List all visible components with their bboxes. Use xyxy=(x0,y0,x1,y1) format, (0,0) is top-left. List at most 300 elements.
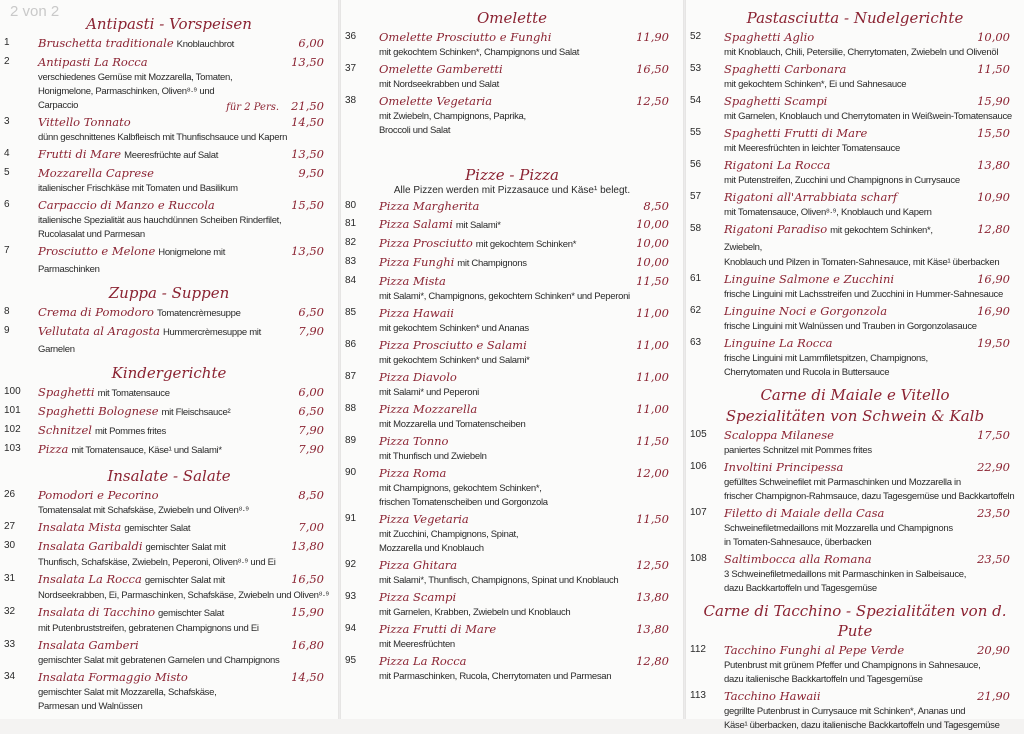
item-price: 15,50 xyxy=(291,198,324,212)
item-number: 57 xyxy=(690,191,702,202)
item-description: mit Zwiebeln, Champignons, Paprika, xyxy=(379,111,526,122)
item-price: 10,00 xyxy=(636,255,669,269)
item-name: Crema di Pomodoro xyxy=(38,305,154,319)
item-title-line xyxy=(724,29,1020,46)
item-price: 13,80 xyxy=(977,158,1010,172)
menu-item xyxy=(341,433,683,464)
item-name: Involtini Principessa xyxy=(724,460,844,474)
item-number: 56 xyxy=(690,159,702,170)
menu-item xyxy=(0,35,338,53)
item-name: Scaloppa Milanese xyxy=(724,428,834,442)
item-name: Pizza Hawaii xyxy=(379,306,454,320)
item-description: Käse¹ überbacken, dazu italienische Backkartoffeln und Tagesgemüse xyxy=(724,720,1000,731)
item-inline-description: gemischter Salat xyxy=(124,523,191,534)
item-description: mit gekochtem Schinken* und Ananas xyxy=(379,323,529,334)
item-name: Pizza Frutti di Mare xyxy=(379,622,497,636)
item-name: Insalata di Tacchino xyxy=(38,605,155,619)
menu-item xyxy=(0,243,338,278)
menu-section xyxy=(0,14,338,279)
item-price: 15,90 xyxy=(977,94,1010,108)
item-number: 32 xyxy=(4,606,16,617)
item-title-line xyxy=(38,35,334,53)
item-title-line xyxy=(379,216,679,234)
section-title: Pizze - Pizza xyxy=(465,166,559,184)
item-title-line xyxy=(38,197,334,214)
item-price: 16,80 xyxy=(291,638,324,652)
item-title-line xyxy=(379,511,679,528)
item-description: Nordseekrabben, Ei, Parmaschinken, Schafskäse, Zwiebeln und Oliven⁸·⁹ xyxy=(38,590,330,601)
menu-section xyxy=(0,283,338,359)
item-description: frischen Tomatenscheiben und Gorgonzola xyxy=(379,497,548,508)
item-number: 1 xyxy=(4,37,10,48)
item-description: mit Meeresfrüchten in leichter Tomatensauce xyxy=(724,143,900,154)
item-name: Spaghetti Scampi xyxy=(724,94,828,108)
menu-item xyxy=(0,165,338,196)
item-description: italienischer Frischkäse mit Tomaten und Basilikum xyxy=(38,183,238,194)
item-description: Rucolasalat und Parmesan xyxy=(38,229,145,240)
item-number: 108 xyxy=(690,553,707,564)
menu-item xyxy=(686,459,1024,504)
item-price: 7,90 xyxy=(298,324,324,338)
item-title-line xyxy=(724,157,1020,174)
item-description: Tomatensalat mit Schafskäse, Zwiebeln und Oliven⁸·⁹ xyxy=(38,505,249,516)
item-description: Putenbrust mit grünem Pfeffer und Champignons in Sahnesauce, xyxy=(724,660,981,671)
item-number: 54 xyxy=(690,95,702,106)
item-title-line xyxy=(379,621,679,638)
item-title-line xyxy=(38,519,334,537)
item-description: mit Zucchini, Champignons, Spinat, xyxy=(379,529,519,540)
item-name: Pizza xyxy=(38,442,69,456)
item-number: 33 xyxy=(4,639,16,650)
item-title-line xyxy=(38,487,334,504)
menu-item xyxy=(686,93,1024,124)
menu-item xyxy=(0,146,338,164)
item-description: frischer Champignon-Rahmsauce, dazu Tagesgemüse und Backkartoffeln xyxy=(724,491,1015,502)
item-description: mit gekochtem Schinken* und Salami* xyxy=(379,355,530,366)
item-name: Spaghetti Carbonara xyxy=(724,62,847,76)
item-number: 26 xyxy=(4,489,16,500)
item-description: Honigmelone, Parmaschinken, Oliven⁸·⁹ und Carpaccio xyxy=(38,86,215,111)
item-inline-description: mit Salami* xyxy=(455,220,501,231)
item-price: 13,80 xyxy=(636,590,669,604)
item-title-line xyxy=(379,61,679,78)
item-number: 63 xyxy=(690,337,702,348)
item-number: 55 xyxy=(690,127,702,138)
item-price: 21,90 xyxy=(977,689,1010,703)
item-price: 11,90 xyxy=(636,30,669,44)
page-label: 2 von 2 xyxy=(10,3,60,20)
menu-item xyxy=(341,61,683,92)
item-number: 9 xyxy=(4,325,10,336)
section-subtitle: Spezialitäten von Schwein & Kalb xyxy=(725,407,985,425)
item-name: Omelette Prosciutto e Funghi xyxy=(379,30,552,44)
item-name: Pizza Mozzarella xyxy=(379,402,478,416)
menu-item xyxy=(341,198,683,215)
item-number: 37 xyxy=(345,63,357,74)
item-description: gemischter Salat mit Mozzarella, Schafskäse, xyxy=(38,687,217,698)
menu-item xyxy=(0,197,338,242)
item-price: 16,50 xyxy=(636,62,669,76)
menu-item xyxy=(341,337,683,368)
item-title-line xyxy=(379,465,679,482)
section-title: Zuppa - Suppen xyxy=(108,284,230,302)
item-price: 12,50 xyxy=(636,94,669,108)
item-number: 88 xyxy=(345,403,357,414)
menu-item xyxy=(341,557,683,588)
menu-item xyxy=(341,653,683,684)
menu-item xyxy=(0,538,338,570)
section-title: Carne di Tacchino - Spezialitäten von d. Pute xyxy=(703,602,1007,640)
menu-item xyxy=(686,221,1024,270)
item-number: 86 xyxy=(345,339,357,350)
item-number: 112 xyxy=(690,644,706,655)
section-title: Insalate - Salate xyxy=(107,467,231,485)
item-number: 27 xyxy=(4,521,16,532)
item-name: Insalata Gamberi xyxy=(38,638,139,652)
item-price: 16,90 xyxy=(977,304,1010,318)
item-description: mit Parmaschinken, Rucola, Cherrytomaten und Parmesan xyxy=(379,671,612,682)
item-name: Linguine Noci e Gorgonzola xyxy=(724,304,888,318)
item-title-line xyxy=(379,305,679,322)
item-name: Spaghetti Bolognese xyxy=(38,404,159,418)
item-name: Pizza Prosciutto e Salami xyxy=(379,338,527,352)
item-title-line xyxy=(38,422,334,440)
menu-section xyxy=(0,363,338,460)
item-description: in Tomaten-Sahnesauce, überbacken xyxy=(724,537,872,548)
item-description: verschiedenes Gemüse mit Mozzarella, Tomaten, xyxy=(38,72,233,83)
item-inline-description: Hummercrèmesuppe mit Garnelen xyxy=(38,327,261,355)
item-name: Pizza La Rocca xyxy=(379,654,467,668)
item-description: mit Salami* und Peperoni xyxy=(379,387,479,398)
item-price: 10,90 xyxy=(977,190,1010,204)
item-price: 7,90 xyxy=(298,442,324,456)
item-title-line xyxy=(724,189,1020,206)
item-inline-description: mit gekochtem Schinken* xyxy=(475,239,577,250)
item-title-line xyxy=(38,403,334,421)
item-name: Pizza Diavolo xyxy=(379,370,457,384)
item-name: Pizza Tonno xyxy=(379,434,449,448)
item-description: Broccoli und Salat xyxy=(379,125,451,136)
item-number: 36 xyxy=(345,31,357,42)
item-description: Cherrytomaten und Rucola in Buttersauce xyxy=(724,367,890,378)
item-price: 11,00 xyxy=(636,370,669,384)
item-price: 16,50 xyxy=(291,572,324,586)
item-title-line xyxy=(724,642,1020,659)
menu-item xyxy=(686,157,1024,188)
item-extra-price xyxy=(226,99,324,113)
item-description: frische Linguini mit Walnüssen und Trauben in Gorgonzolasauce xyxy=(724,321,977,332)
item-number: 113 xyxy=(690,690,706,701)
item-name: Insalata La Rocca xyxy=(38,572,142,586)
item-name: Spaghetti xyxy=(38,385,95,399)
item-inline-description: mit Pommes frites xyxy=(94,426,166,437)
item-title-line xyxy=(724,505,1020,522)
item-inline-description: mit Champignons xyxy=(457,258,527,269)
item-name: Vittello Tonnato xyxy=(38,115,131,129)
item-title-line xyxy=(724,427,1020,444)
item-description: dazu italienische Backkartoffeln und Tagesgemüse xyxy=(724,674,923,685)
item-title-line xyxy=(379,198,679,215)
menu-item xyxy=(686,125,1024,156)
item-price: 8,50 xyxy=(643,199,669,213)
item-number: 90 xyxy=(345,467,357,478)
item-title-line xyxy=(379,369,679,386)
item-price: 12,80 xyxy=(636,654,669,668)
item-number: 7 xyxy=(4,245,10,256)
item-number: 53 xyxy=(690,63,702,74)
menu-item xyxy=(0,403,338,421)
item-description: mit Salami*, Thunfisch, Champignons, Spinat und Knoblauch xyxy=(379,575,619,586)
item-title-line xyxy=(379,29,679,46)
item-price: 15,50 xyxy=(977,126,1010,140)
item-name: Linguine La Rocca xyxy=(724,336,833,350)
item-description: mit Garnelen, Krabben, Zwiebeln und Knoblauch xyxy=(379,607,571,618)
item-number: 101 xyxy=(4,405,21,416)
menu-item xyxy=(341,273,683,304)
item-number: 61 xyxy=(690,273,702,284)
item-name: Frutti di Mare xyxy=(38,147,122,161)
item-price: 23,50 xyxy=(977,506,1010,520)
menu-item xyxy=(341,254,683,272)
item-number: 107 xyxy=(690,507,707,518)
item-title-line xyxy=(724,551,1020,568)
item-title-line xyxy=(724,688,1020,705)
item-title-line xyxy=(38,538,334,556)
menu-item xyxy=(0,304,338,322)
section-title: Carne di Maiale e Vitello xyxy=(760,386,950,404)
item-price: 13,80 xyxy=(291,539,324,553)
item-title-line xyxy=(379,93,679,110)
item-title-line xyxy=(379,557,679,574)
item-name: Insalata Mista xyxy=(38,520,122,534)
item-price: 11,00 xyxy=(636,402,669,416)
item-inline-description: mit Tomatensauce, Käse¹ und Salami* xyxy=(71,445,222,456)
item-name: Omelette Gamberetti xyxy=(379,62,503,76)
item-title-line xyxy=(38,441,334,459)
item-description: frische Linguini mit Lachsstreifen und Zucchini in Hummer-Sahnesauce xyxy=(724,289,1003,300)
item-title-line xyxy=(379,433,679,450)
item-number: 84 xyxy=(345,275,357,286)
item-description: mit Salami*, Champignons, gekochtem Schinken* und Peperoni xyxy=(379,291,630,302)
item-description: mit Meeresfrüchten xyxy=(379,639,455,650)
item-name: Spaghetti Aglio xyxy=(724,30,815,44)
item-title-line xyxy=(724,125,1020,142)
item-description: dünn geschnittenes Kalbfleisch mit Thunfischsauce und Kapern xyxy=(38,132,288,143)
item-description: mit gekochtem Schinken*, Champignons und Salat xyxy=(379,47,580,58)
item-name: Filetto di Maiale della Casa xyxy=(724,506,885,520)
item-number: 83 xyxy=(345,256,357,267)
item-description: mit Garnelen, Knoblauch und Cherrytomaten in Weißwein-Tomatensauce xyxy=(724,111,1012,122)
menu-section xyxy=(341,165,683,685)
item-name: Saltimbocca alla Romana xyxy=(724,552,872,566)
item-price: 11,50 xyxy=(977,62,1010,76)
item-title-line xyxy=(38,384,334,402)
item-number: 58 xyxy=(690,223,702,234)
menu-item xyxy=(341,305,683,336)
item-inline-description: gemischter Salat xyxy=(158,608,224,619)
item-price: 13,50 xyxy=(291,244,324,258)
item-title-line xyxy=(38,304,334,322)
item-price: 6,50 xyxy=(298,305,324,319)
item-name: Vellutata al Aragosta xyxy=(38,324,160,338)
item-description: dazu Backkartoffeln und Tagesgemüse xyxy=(724,583,877,594)
item-number: 91 xyxy=(345,513,357,524)
item-description: Parmesan und Walnüssen xyxy=(38,701,143,712)
menu-item xyxy=(686,427,1024,458)
menu-item xyxy=(0,441,338,459)
menu-section xyxy=(686,385,1024,597)
item-title-line xyxy=(724,271,1020,288)
item-price: 9,50 xyxy=(298,166,324,180)
item-title-line xyxy=(38,165,334,182)
item-price: 17,50 xyxy=(977,428,1010,442)
menu-item xyxy=(0,571,338,603)
menu-item xyxy=(686,642,1024,687)
item-number: 3 xyxy=(4,116,10,127)
item-name: Rigatoni La Rocca xyxy=(724,158,831,172)
menu-item xyxy=(686,303,1024,334)
item-price: 11,00 xyxy=(636,338,669,352)
item-price: 7,90 xyxy=(298,423,324,437)
item-inline-description: mit Fleischsauce² xyxy=(161,407,231,418)
item-description: gefülltes Schweinefilet mit Parmaschinken und Mozzarella in xyxy=(724,477,961,488)
item-price: 13,50 xyxy=(291,55,324,69)
portion-label: für 2 Pers. xyxy=(226,102,280,113)
item-price: 16,90 xyxy=(977,272,1010,286)
item-number: 87 xyxy=(345,371,357,382)
item-title-line xyxy=(38,669,334,686)
item-number: 4 xyxy=(4,148,10,159)
item-number: 62 xyxy=(690,305,702,316)
item-name: Antipasti La Rocca xyxy=(38,55,148,69)
item-title-line xyxy=(38,571,334,589)
item-number: 105 xyxy=(690,429,707,440)
item-description: italienische Spezialität aus hauchdünnen Scheiben Rinderfilet, xyxy=(38,215,282,226)
menu-item xyxy=(686,335,1024,380)
item-name: Prosciutto e Melone xyxy=(38,244,156,258)
item-name: Pizza Mista xyxy=(379,274,446,288)
item-price: 7,00 xyxy=(298,520,324,534)
item-price: 12,80 xyxy=(977,222,1010,236)
item-title-line xyxy=(38,243,334,278)
menu-item xyxy=(0,54,338,113)
item-number: 100 xyxy=(4,386,21,397)
item-name: Pizza Scampi xyxy=(379,590,457,604)
item-number: 93 xyxy=(345,591,357,602)
item-inline-description: Meeresfrüchte auf Salat xyxy=(124,150,219,161)
menu-item xyxy=(341,621,683,652)
item-price: 8,50 xyxy=(298,488,324,502)
item-name: Pizza Roma xyxy=(379,466,447,480)
item-description: 3 Schweinefiletmedaillons mit Parmaschinken in Salbeisauce, xyxy=(724,569,967,580)
item-price: 12,50 xyxy=(636,558,669,572)
menu-item xyxy=(686,61,1024,92)
section-title: Antipasti - Vorspeisen xyxy=(86,15,252,33)
item-price: 14,50 xyxy=(291,115,324,129)
item-name: Pizza Ghitara xyxy=(379,558,458,572)
item-inline-description: Tomatencrèmesuppe xyxy=(156,308,241,319)
menu-item xyxy=(0,604,338,636)
item-number: 34 xyxy=(4,671,16,682)
item-number: 80 xyxy=(345,200,357,211)
item-title-line xyxy=(38,54,334,71)
menu-item xyxy=(0,669,338,714)
item-title-line xyxy=(724,93,1020,110)
item-price: 11,50 xyxy=(636,512,669,526)
item-title-line xyxy=(379,337,679,354)
item-price: 6,50 xyxy=(298,404,324,418)
item-price: 10,00 xyxy=(636,236,669,250)
item-title-line xyxy=(379,401,679,418)
menu-column-2 xyxy=(341,0,683,719)
item-number: 8 xyxy=(4,306,10,317)
item-name: Bruschetta traditionale xyxy=(38,36,174,50)
menu-item xyxy=(341,465,683,510)
item-title-line xyxy=(379,653,679,670)
item-name: Pizza Salami xyxy=(379,217,453,231)
item-title-line xyxy=(379,235,679,253)
item-name: Rigatoni all'Arrabbiata scharf xyxy=(724,190,898,204)
menu-item xyxy=(341,93,683,138)
item-price: 10,00 xyxy=(977,30,1010,44)
menu-column-1 xyxy=(0,0,338,719)
menu-section xyxy=(341,8,683,139)
menu-item xyxy=(341,235,683,253)
item-name: Tacchino Funghi al Pepe Verde xyxy=(724,643,905,657)
item-number: 89 xyxy=(345,435,357,446)
item-name: Pizza Funghi xyxy=(379,255,455,269)
item-number: 85 xyxy=(345,307,357,318)
item-description: mit Champignons, gekochtem Schinken*, xyxy=(379,483,542,494)
section-title: Kindergerichte xyxy=(111,364,227,382)
item-description: gegrillte Putenbrust in Currysauce mit Schinken*, Ananas und xyxy=(724,706,966,717)
menu-column-3 xyxy=(686,0,1024,731)
item-inline-description: mit gekochtem Schinken*, Zwiebeln, xyxy=(724,225,933,253)
item-number: 102 xyxy=(4,424,21,435)
item-description: mit Putenbruststreifen, gebratenen Champignons und Ei xyxy=(38,623,259,634)
item-price: 15,90 xyxy=(291,605,324,619)
menu-item xyxy=(686,271,1024,302)
item-title-line xyxy=(379,589,679,606)
item-price: 20,90 xyxy=(977,643,1010,657)
item-price: 10,00 xyxy=(636,217,669,231)
item-title-line xyxy=(38,604,334,622)
item-description: mit Tomatensauce, Oliven⁸·⁹, Knoblauch und Kapern xyxy=(724,207,932,218)
item-description: Thunfisch, Schafskäse, Zwiebeln, Peperoni, Oliven⁸·⁹ und Ei xyxy=(38,557,276,568)
menu-item xyxy=(0,422,338,440)
item-description: mit Mozzarella und Tomatenscheiben xyxy=(379,419,526,430)
item-description: Knoblauch und Pilzen in Tomaten-Sahnesauce, mit Käse¹ überbacken xyxy=(724,257,1000,268)
item-price: 11,00 xyxy=(636,306,669,320)
item-number: 95 xyxy=(345,655,357,666)
item-number: 103 xyxy=(4,443,21,454)
item-number: 2 xyxy=(4,56,10,67)
item-title-line xyxy=(379,254,679,272)
menu-item xyxy=(686,551,1024,596)
item-name: Linguine Salmone e Zucchini xyxy=(724,272,895,286)
item-number: 81 xyxy=(345,218,357,229)
menu-section xyxy=(686,8,1024,381)
menu-item xyxy=(0,487,338,518)
item-name: Spaghetti Frutti di Mare xyxy=(724,126,868,140)
menu-item xyxy=(341,369,683,400)
item-number: 38 xyxy=(345,95,357,106)
item-description: mit Knoblauch, Chili, Petersilie, Cherrytomaten, Zwiebeln und Olivenöl xyxy=(724,47,999,58)
item-inline-description: mit Tomatensauce xyxy=(97,388,170,399)
item-price: 19,50 xyxy=(977,336,1010,350)
item-number: 52 xyxy=(690,31,702,42)
item-description: mit Thunfisch und Zwiebeln xyxy=(379,451,487,462)
